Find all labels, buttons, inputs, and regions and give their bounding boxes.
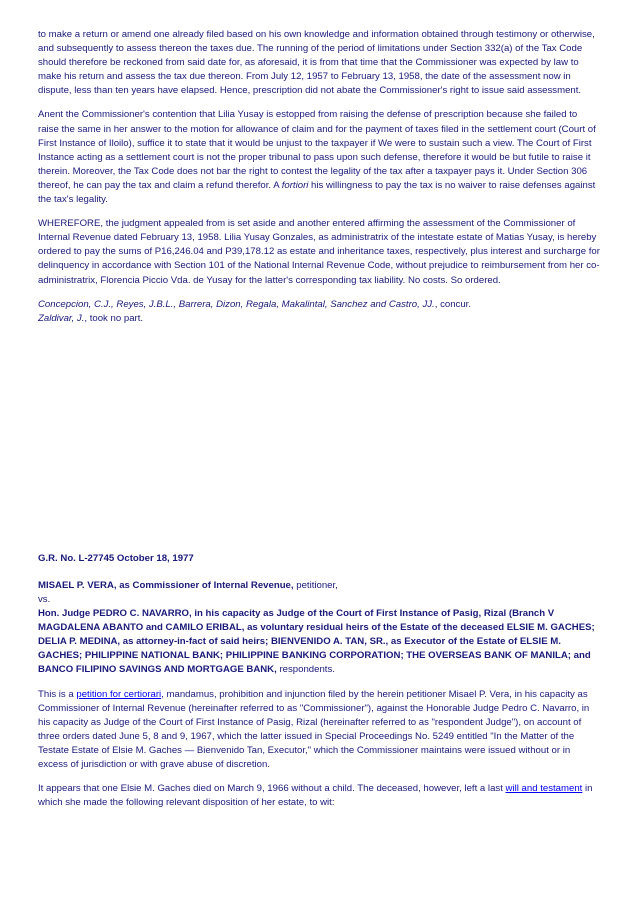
case-caption	[38, 552, 600, 678]
zaldivar-text: , took no part.	[84, 312, 144, 324]
concur-text: , concur.	[434, 298, 471, 310]
estoppel-text: Anent the Commissioner's contention that Lilia Yusay is estopped from raising the defense of prescription because she failed to raise the same in her answer to the motion for allowance of claim and for the payment of taxes filed in the settlement court (Court of First Instance of Iloilo), suffice it to state that it would be unjust to the taxpayer if We were to sustain such a view. The Court of First Instance acting as a settlement court is not the proper tribunal to pass upon such defense, therefore it would be but futile to raise it therein. Moreover, the Tax Code does not bar the right to contest the legality of the tax after a taxpayer pays it. Under Section 306 thereof, he can pay the tax and claim a refund therefor. A	[38, 109, 596, 191]
paragraph-facts	[38, 782, 600, 810]
paragraph-wherefore: WHEREFORE, the judgment appealed from is set aside and another entered affirming the assessment of the Commissioner of Internal Revenue dated February 13, 1958. Lilia Yusay Gonzales, as administratrix of the intestate estate of Matias Yusay, is hereby ordered to pay the sums of P16,246.04 and P39,178.12 as estate and inheritance taxes, respectively, plus interest and surcharge for delinquency in accordance with Section 101 of the National Internal Revenue Code, without prejudice to reimbursement from her co-administratrix, Florencia Piccio Vda. de Yusay for the latter's corresponding tax liability. No costs. So ordered.	[38, 218, 600, 286]
respondents-names: Hon. Judge PEDRO C. NAVARRO, in his capacity as Judge of the Court of First Instance of Pasig, Rizal (Branch V MAGDALENA ABANTO and CAMILO ERIBAL, as voluntary residual heirs of the Estate of the deceased ELSIE M. GACHES; DELIA P. MEDINA, as attorney-in-fact of said heirs; BIENVENIDO A. TAN, SR., as Executor of the Estate of ELSIE M. GACHES; PHILIPPINE NATIONAL BANK; PHILIPPINE BANKING CORPORATION; THE OVERSEAS BANK OF MANILA; and BANCO FILIPINO SAVINGS AND MORTGAGE BANK,	[38, 608, 595, 676]
petition-for-certiorari-link[interactable]: petition for certiorari	[76, 688, 162, 700]
petition-intro: This is a	[38, 688, 77, 700]
respondents-role: respondents.	[276, 664, 335, 676]
fortiori-term: fortiori	[281, 179, 309, 191]
concurring-justices: Concepcion, C.J., Reyes, J.B.L., Barrera, Dizon, Regala, Makalintal, Sanchez and Castro, JJ.	[38, 298, 435, 310]
paragraph-prescription: to make a return or amend one already filed based on his own knowledge and information obtained through testimony or otherwise, and subsequently to assess thereon the taxes due. The running of the period of limitations under Section 332(a) of the Tax Code should therefore be reckoned from said date for, as aforesaid, it is from that time that the Commissioner was expected by law to make his return and assess the tax due thereon. From July 12, 1957 to February 13, 1958, the date of the assessment now in dispute, less than ten years have elapsed. Hence, prescription did not abate the Commissioner's right to issue said assessment.	[38, 29, 595, 97]
page-gap	[38, 336, 600, 552]
will-and-testament-link[interactable]: will and testament	[505, 783, 583, 795]
petition-text: , mandamus, prohibition and injunction filed by the herein petitioner Misael P. Vera, in his capacity as Commissioner of Internal Revenue (hereinafter referred to as "Commissioner"), against the Honorable Judge Pedro C. Navarro, in his capacity as Judge of the Court of First Instance of Pasig, Rizal (hereinafter referred to as "respondent Judge"), on account of three orders dated June 5, 8 and 9, 1967, which the latter issued in Special Proceedings No. 5249 entitled "In the Matter of the Testate Estate of Elsie M. Gaches — Bienvenido Tan, Executor," which the Commissioner maintains were issued without or in excess of jurisdiction or with grave abuse of discretion.	[38, 688, 590, 770]
facts-text: It appears that one Elsie M. Gaches died on March 9, 1966 without a child. The deceased, however, left a last	[38, 783, 506, 795]
concurrence	[38, 298, 600, 326]
estoppel-text-end: his willingness to pay the tax is no waiver to raise defenses against the tax's legality.	[38, 179, 596, 206]
paragraph-estoppel	[38, 108, 600, 207]
facts-text-end: in which she made the following relevant disposition of her estate, to wit:	[38, 783, 593, 809]
respondents	[38, 607, 600, 677]
zaldivar-name: Zaldivar, J.	[38, 312, 85, 324]
case-number: G.R. No. L-27745 October 18, 1977	[38, 552, 194, 564]
versus: vs.	[38, 593, 51, 605]
petitioner-role: petitioner,	[293, 579, 338, 591]
petitioner-line	[38, 579, 600, 593]
document-page	[38, 28, 600, 820]
petitioner-name: MISAEL P. VERA, as Commissioner of Internal Revenue,	[38, 579, 294, 591]
paragraph-petition	[38, 688, 600, 773]
